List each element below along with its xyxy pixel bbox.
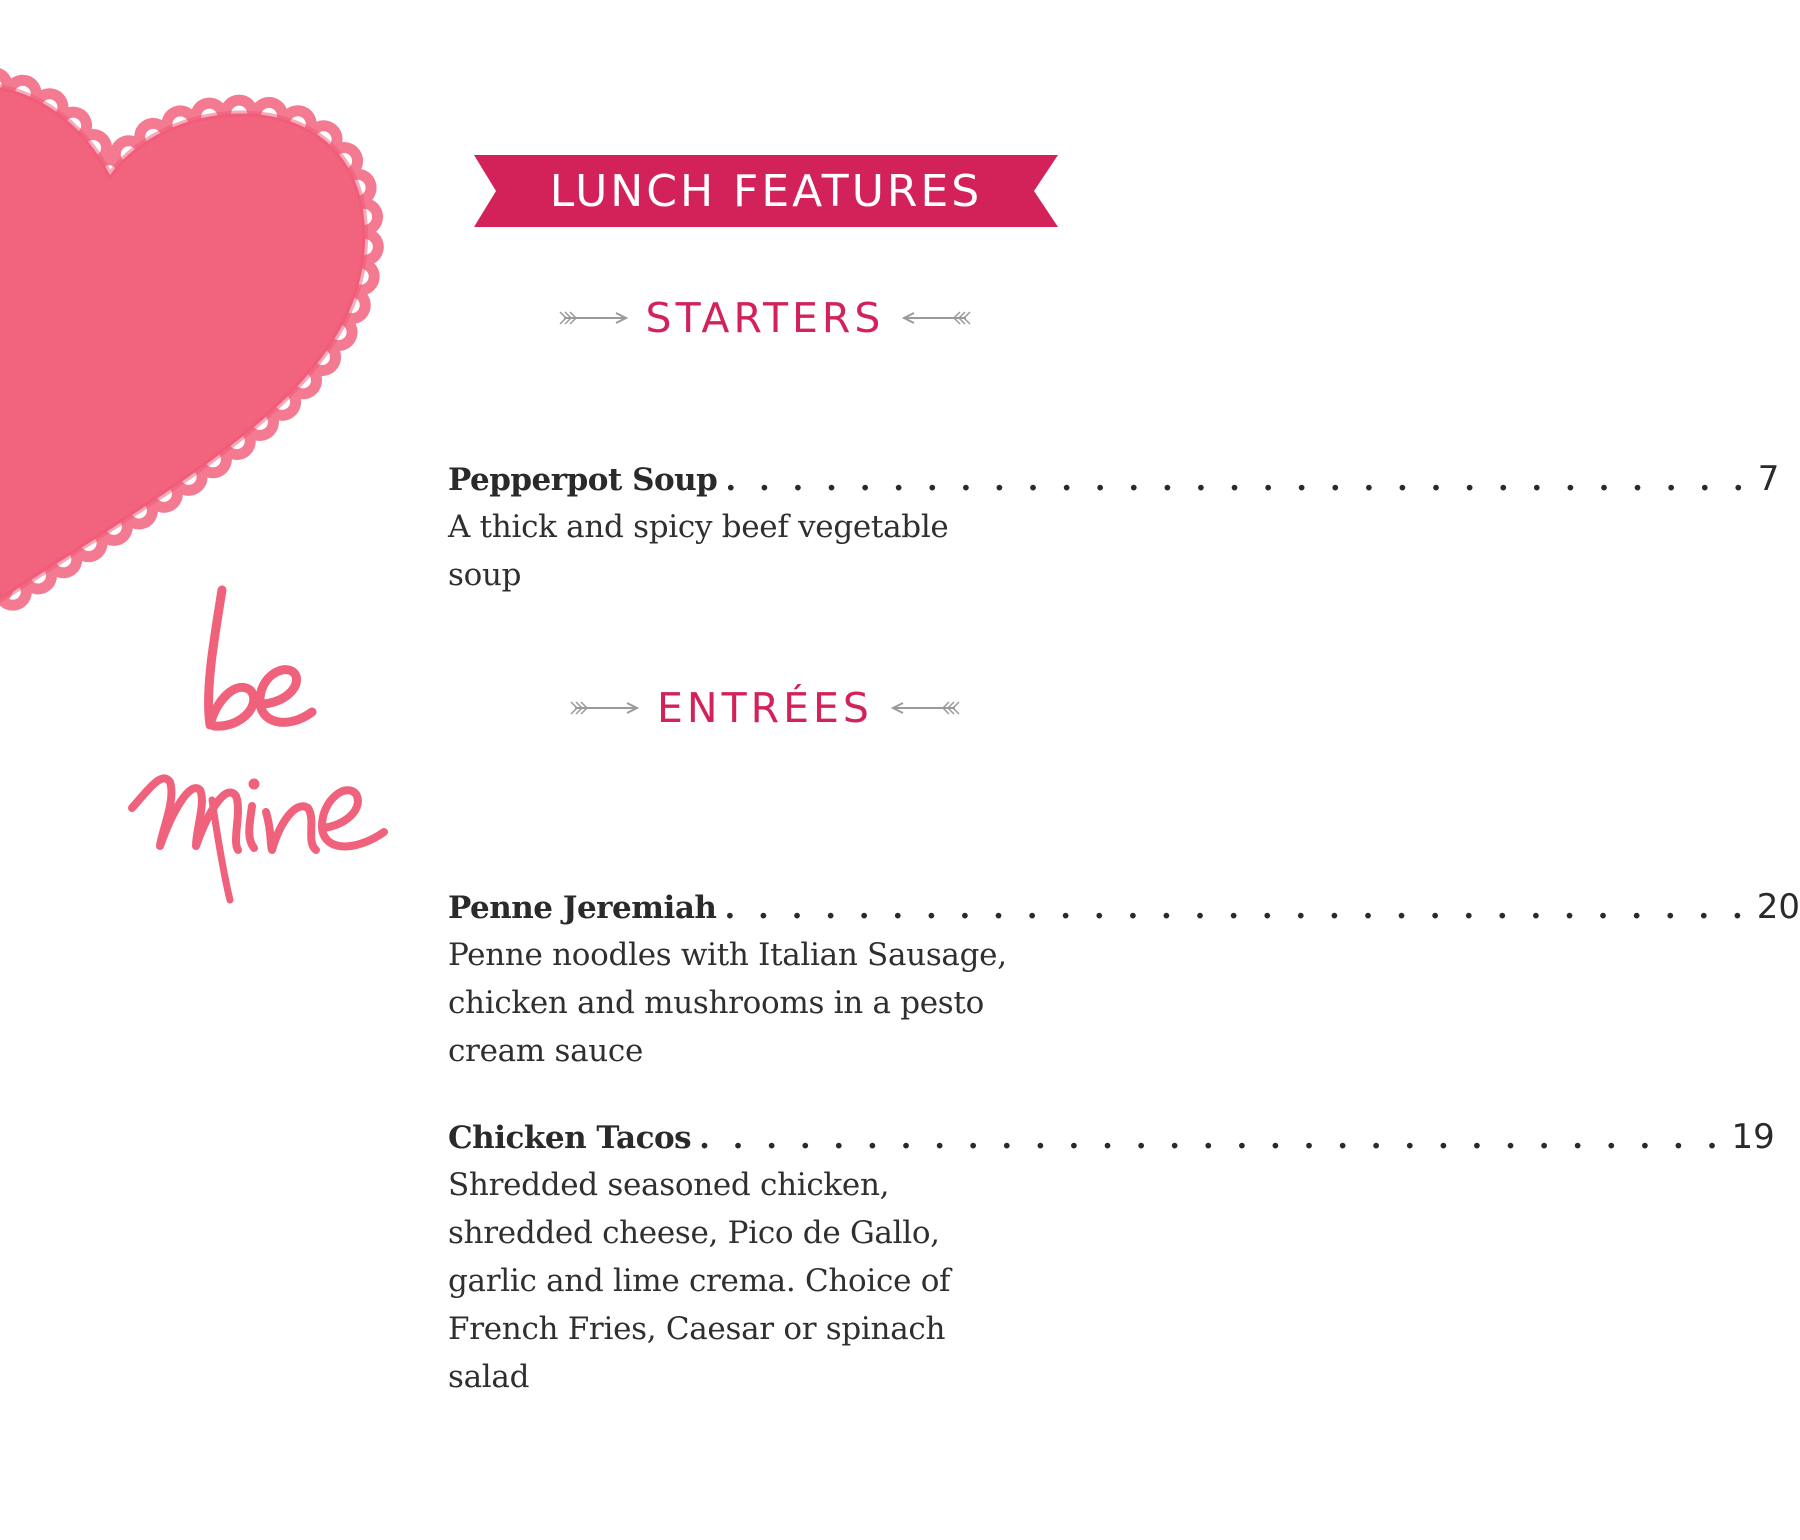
item-description: Shredded seasoned chicken, shredded cheese, Pico de Gallo, garlic and lime crema. Choice of French Fries, Caesar or spinach salad xyxy=(448,1167,951,1395)
item-name: Penne Jeremiah xyxy=(448,890,717,926)
arrow-left-icon xyxy=(896,308,972,328)
be-mine-script xyxy=(132,590,384,900)
arrow-right-icon xyxy=(558,308,634,328)
section-heading-starters xyxy=(540,288,990,348)
lace-heart-illustration xyxy=(0,0,430,960)
menu-item xyxy=(448,1114,1775,1401)
item-name: Pepperpot Soup xyxy=(448,462,718,498)
lunch-features-banner xyxy=(474,155,1058,227)
page-title: LUNCH FEATURES xyxy=(549,166,983,217)
section-title: ENTRÉES xyxy=(657,684,873,732)
item-name: Chicken Tacos xyxy=(448,1120,692,1156)
item-description: A thick and spicy beef vegetable soup xyxy=(448,509,949,593)
arrow-right-icon xyxy=(569,698,645,718)
leader-dots: . . . . . . . . . . . . . . . . . . . . . . . . . . . . . . . xyxy=(724,890,1749,926)
item-price: 19 xyxy=(1731,1117,1775,1157)
menu-item xyxy=(448,884,1800,1075)
section-heading-entrees xyxy=(540,678,990,738)
leader-dots: . . . . . . . . . . . . . . . . . . . . . . . . . . . . . . . xyxy=(725,462,1750,498)
arrow-left-icon xyxy=(885,698,961,718)
item-description: Penne noodles with Italian Sausage, chicken and mushrooms in a pesto cream sauce xyxy=(448,937,1007,1069)
section-title: STARTERS xyxy=(645,294,885,342)
leader-dots: . . . . . . . . . . . . . . . . . . . . . . . . . . . . . . . xyxy=(699,1120,1724,1156)
menu-item xyxy=(448,456,1780,599)
item-price: 20 xyxy=(1756,887,1800,927)
item-price: 7 xyxy=(1757,459,1780,499)
